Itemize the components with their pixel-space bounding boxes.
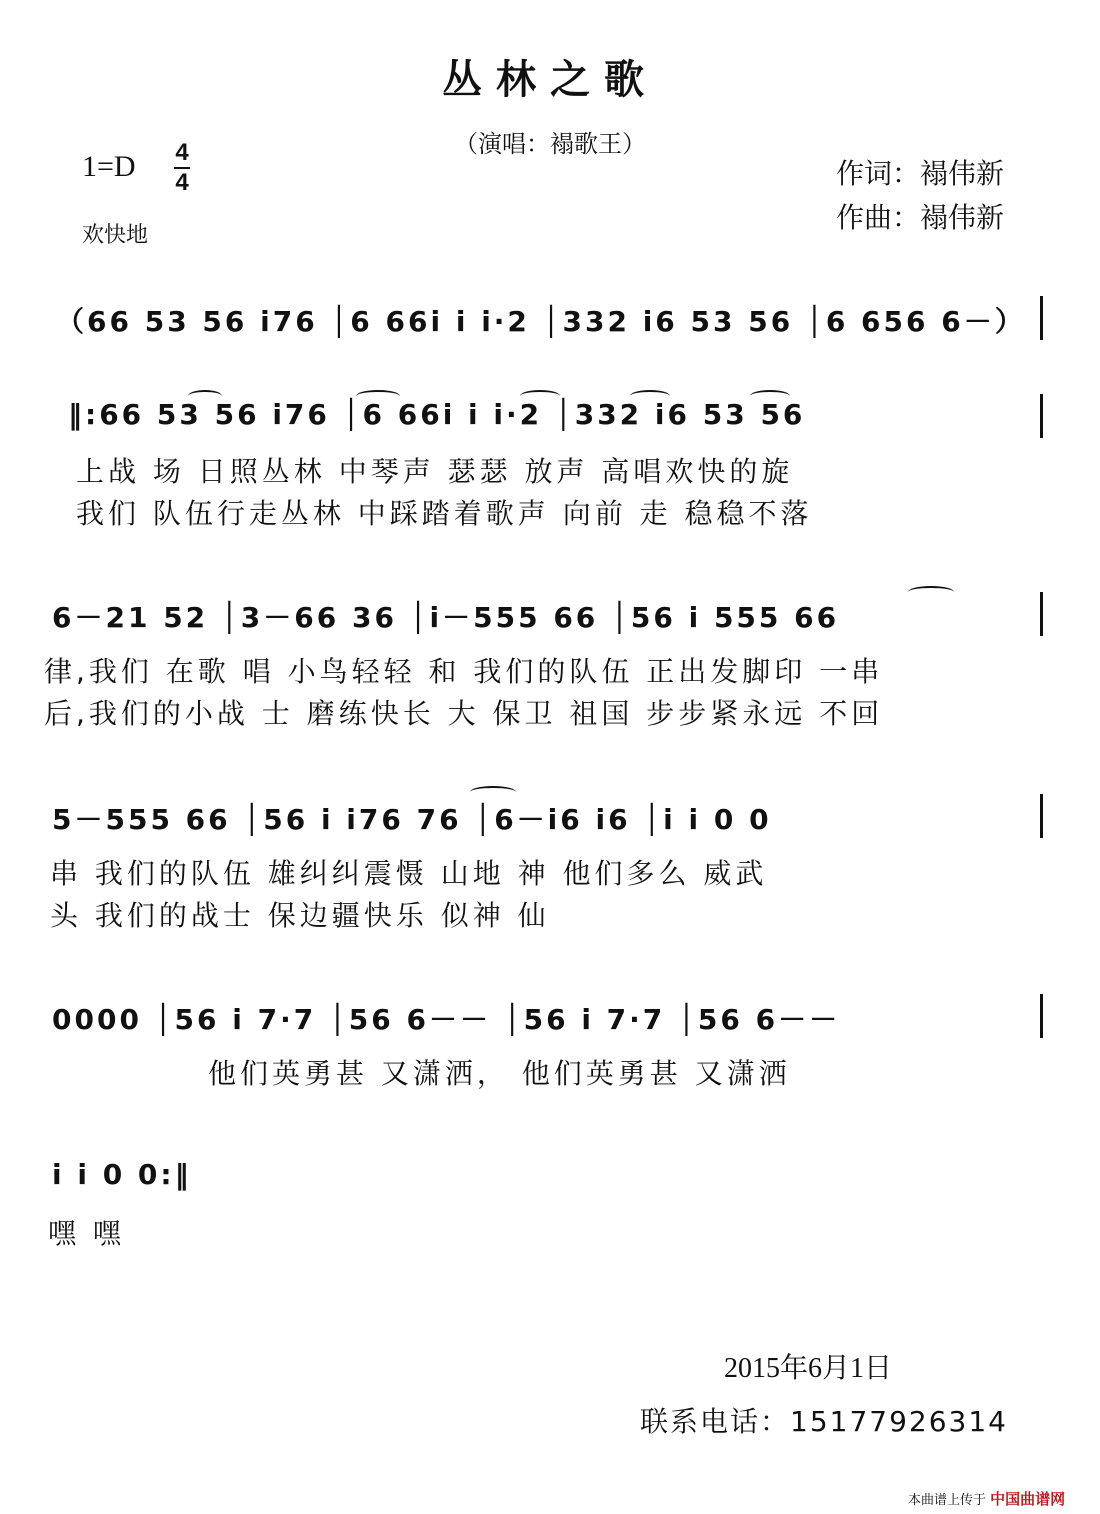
end-barline-1	[1040, 296, 1043, 340]
song-title: 丛林之歌	[442, 57, 658, 103]
watermark-text: 本曲谱上传于	[908, 1493, 987, 1508]
watermark-brand: 中国曲谱网	[990, 1490, 1066, 1508]
score-line-5: 0000 │56 i 7·7 │56 6－－ │56 i 7·7 │56 6－－	[52, 1003, 841, 1036]
contact-phone: 联系电话：15177926314	[640, 1405, 1008, 1438]
end-barline-3	[1040, 592, 1043, 636]
lyric-line-3-verse-2: 后,我们的小战 士 磨练快长 大 保卫 祖国 步步紧永远 不回	[44, 697, 884, 730]
lyric-line-2-verse-1: 上战 场 日照丛林 中琴声 瑟瑟 放声 高唱欢快的旋	[76, 455, 794, 488]
site-watermark	[908, 1488, 1065, 1509]
lyric-line-3-verse-1: 律,我们 在歌 唱 小鸟轻轻 和 我们的队伍 正出发脚印 一串	[44, 655, 884, 688]
slur-mark	[356, 390, 400, 402]
score-line-1: （66 53 56 i76 │6 66i i i·2 │332 i6 53 56 │6 656 6－）	[56, 305, 1026, 338]
time-sig-top: 4	[175, 139, 189, 166]
score-line-3: 6－21 52 │3－66 36 │i－555 66 │56 i 555 66	[52, 601, 840, 634]
time-sig-bottom: 4	[175, 169, 189, 196]
end-barline-5	[1040, 994, 1043, 1038]
slur-mark	[470, 786, 516, 798]
tempo-marking: 欢快地	[82, 223, 149, 248]
lyric-line-6: 嘿 嘿	[48, 1217, 125, 1250]
lyric-line-5: 他们英勇甚 又潇洒， 他们英勇甚 又潇洒	[208, 1057, 791, 1090]
score-line-4: 5－555 66 │56 i i76 76 │6－i6 i6 │i i 0 0	[52, 803, 772, 836]
time-signature	[174, 140, 190, 196]
slur-mark	[520, 390, 560, 402]
lyric-line-4-verse-2: 头 我们的战士 保边疆快乐 似神 仙	[50, 899, 550, 932]
score-line-2: ‖:66 53 56 i76 │6 66i i i·2 │332 i6 53 56	[68, 398, 806, 431]
key-signature: 1=D	[82, 150, 136, 183]
performer-credit: （演唱：褟歌王）	[454, 130, 646, 158]
end-barline-2	[1040, 394, 1043, 438]
lyric-line-4-verse-1: 串 我们的队伍 雄纠纠震慑 山地 神 他们多么 威武	[50, 857, 768, 890]
end-barline-4	[1040, 794, 1043, 838]
composition-date: 2015年6月1日	[724, 1353, 893, 1384]
slur-mark	[188, 390, 222, 402]
composer-credit: 作曲：褟伟新	[836, 201, 1005, 234]
lyricist-credit: 作词：褟伟新	[836, 157, 1005, 190]
score-line-6: i i 0 0:‖	[52, 1158, 192, 1191]
lyric-line-2-verse-2: 我们 队伍行走丛林 中踩踏着歌声 向前 走 稳稳不落	[76, 497, 813, 530]
slur-mark	[630, 390, 670, 402]
slur-mark	[750, 390, 790, 402]
slur-mark	[908, 586, 954, 598]
